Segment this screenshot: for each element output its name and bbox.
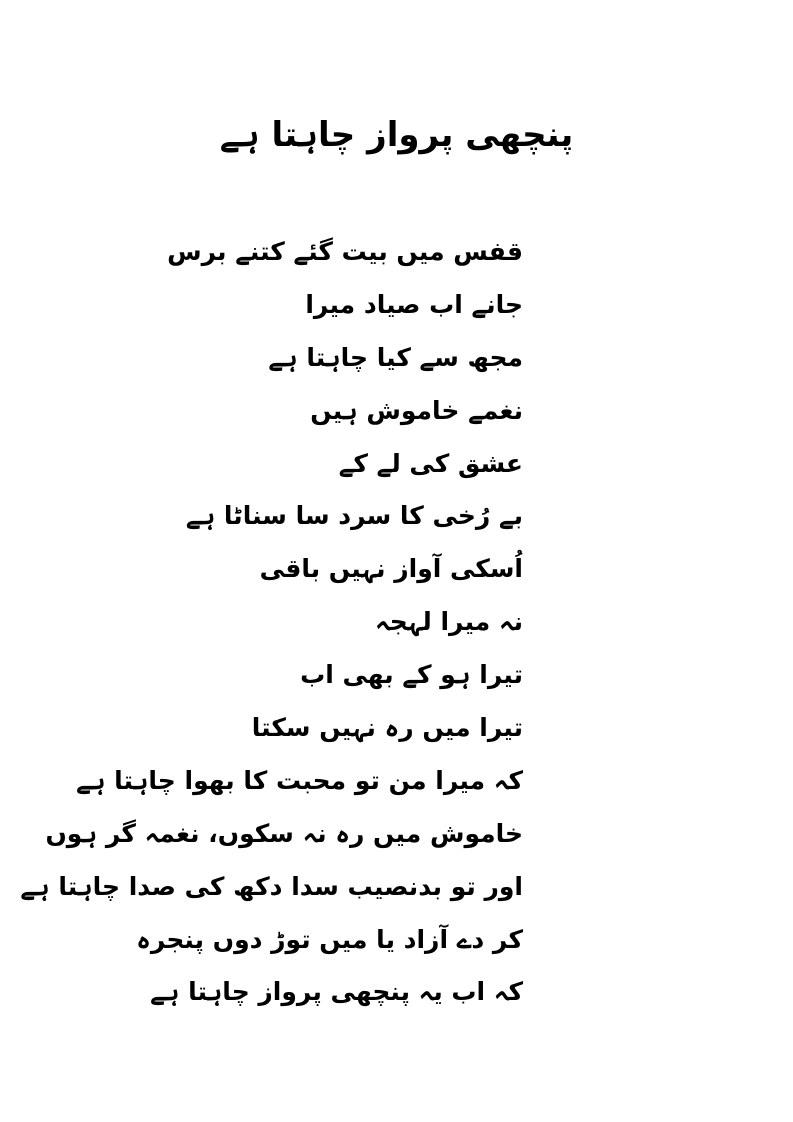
poem-line: کہ اب یہ پنچھی پرواز چاہتا ہے xyxy=(150,977,523,1007)
poem-line: عشق کی لے کے xyxy=(338,448,523,478)
poem-line: قفس میں بیت گئے کتنے برس xyxy=(167,237,523,266)
poem-line: خاموش میں رہ نہ سکوں، نغمہ گر ہوں xyxy=(45,818,523,848)
poem-line: بے رُخی کا سرد سا سناٹا ہے xyxy=(185,501,523,531)
poem-line: نغمے خاموش ہیں xyxy=(310,395,523,425)
poem-line: تیرا میں رہ نہیں سکتا xyxy=(251,713,523,743)
poem-line: کہ میرا من تو محبت کا بھوا چاہتا ہے xyxy=(76,765,523,795)
poem-line: اور تو بدنصیب سدا دکھ کی صدا چاہتا ہے xyxy=(20,871,523,901)
poem-line: کر دے آزاد یا میں توڑ دوں پنجرہ xyxy=(136,924,523,954)
poem-line: جانے اب صیاد میرا xyxy=(305,289,523,319)
poem-line: مجھ سے کیا چاہتا ہے xyxy=(268,342,523,372)
poem-body xyxy=(20,226,523,1019)
poem-line: تیرا ہو کے بھی اب xyxy=(300,660,523,690)
poem-line: نہ میرا لہجہ xyxy=(375,607,523,637)
poem-line: اُسکی آواز نہیں باقی xyxy=(259,554,523,584)
poem-title: پنچھی پرواز چاہتا ہے xyxy=(219,115,574,155)
